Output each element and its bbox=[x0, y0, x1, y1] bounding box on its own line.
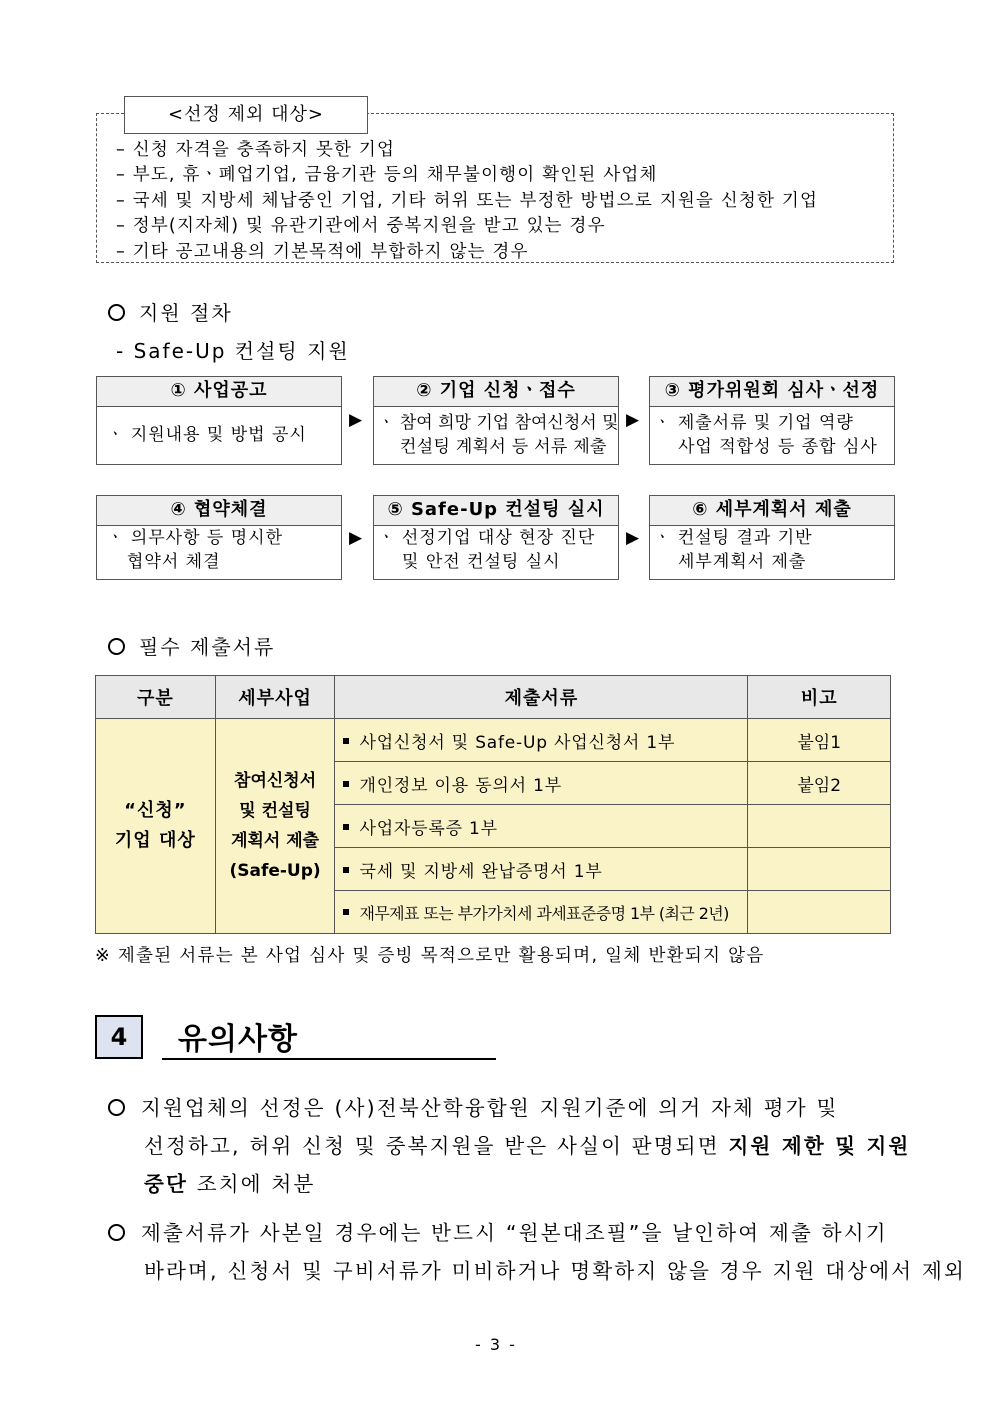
section-number: 4 bbox=[95, 1015, 143, 1059]
circle-bullet-icon bbox=[108, 1099, 125, 1116]
document-name: 사업신청서 및 Safe-Up 사업신청서 1부 bbox=[359, 732, 676, 753]
note-cell bbox=[748, 805, 891, 848]
step-text: ㆍ 참여 희망 기업 참여신청서 및 bbox=[378, 413, 619, 433]
document-cell bbox=[335, 891, 748, 934]
category-line: 기업 대상 bbox=[114, 830, 196, 851]
exclusion-item: – 신청 자격을 충족하지 못한 기업 bbox=[116, 140, 396, 160]
square-bullet-icon bbox=[343, 824, 349, 830]
note-cell: 붙임1 bbox=[748, 719, 891, 762]
step-text: ㆍ 컨설팅 결과 기반 bbox=[654, 528, 813, 548]
documents-footnote: ※ 제출된 서류는 본 사업 심사 및 증빙 목적으로만 활용되며, 일체 반환되지 않음 bbox=[95, 946, 765, 966]
arrow-right-icon: ▶ bbox=[626, 528, 640, 548]
exclusion-title: <선정 제외 대상> bbox=[124, 96, 368, 134]
step-title: ② 기업 신청ㆍ접수 bbox=[374, 377, 618, 407]
paragraph-line bbox=[108, 1165, 898, 1203]
paragraph-line: 지원업체의 선정은 (사)전북산학융합원 지원기준에 의거 자체 평가 및 bbox=[141, 1096, 839, 1120]
square-bullet-icon bbox=[343, 738, 349, 744]
paragraph-bold-text: 지원 제한 및 지원 bbox=[728, 1134, 911, 1158]
category-cell bbox=[96, 719, 216, 934]
step-text: 세부계획서 제출 bbox=[678, 552, 807, 572]
document-name: 재무제표 또는 부가가치세 과세표준증명 1부 (최근 2년) bbox=[359, 903, 729, 923]
square-bullet-icon bbox=[343, 867, 349, 873]
document-cell bbox=[335, 848, 748, 891]
step-text: 컨설팅 계획서 등 서류 제출 bbox=[400, 437, 607, 457]
paragraph-line bbox=[108, 1127, 911, 1165]
document-name: 개인정보 이용 동의서 1부 bbox=[359, 775, 562, 796]
paragraph-line: 바라며, 신청서 및 구비서류가 미비하거나 명확하지 않을 경우 지원 대상에서 제외 bbox=[144, 1259, 966, 1283]
step-title: ③ 평가위원회 심사ㆍ선정 bbox=[650, 377, 894, 407]
sub-business-line: 참여신청서 bbox=[234, 771, 317, 791]
step-text: ㆍ 제출서류 및 기업 역량 bbox=[654, 413, 854, 433]
table-header: 비고 bbox=[748, 676, 891, 719]
exclusion-item: – 기타 공고내용의 기본목적에 부합하지 않는 경우 bbox=[116, 242, 529, 262]
step-title: ⑤ Safe-Up 컨설팅 실시 bbox=[374, 496, 618, 526]
arrow-right-icon: ▶ bbox=[349, 528, 363, 548]
table-header: 제출서류 bbox=[335, 676, 748, 719]
exclusion-item: – 정부(지자체) 및 유관기관에서 중복지원을 받고 있는 경우 bbox=[116, 216, 606, 236]
document-name: 국세 및 지방세 완납증명서 1부 bbox=[359, 861, 603, 882]
paragraph-text: 선정하고, 허위 신청 및 중복지원을 받은 사실이 판명되면 bbox=[144, 1134, 729, 1158]
category-line: “신청” bbox=[124, 800, 187, 821]
step-text: 사업 적합성 등 종합 심사 bbox=[678, 437, 878, 457]
step-2 bbox=[373, 376, 619, 465]
procedure-subheading: - Safe-Up 컨설팅 지원 bbox=[116, 339, 350, 363]
step-text: 및 안전 컨설팅 실시 bbox=[402, 552, 561, 572]
step-1 bbox=[96, 376, 342, 465]
paragraph-text: 조치에 처분 bbox=[188, 1172, 316, 1196]
step-3 bbox=[649, 376, 895, 465]
step-title: ① 사업공고 bbox=[97, 377, 341, 407]
table-row bbox=[96, 719, 891, 762]
paragraph-line: 제출서류가 사본일 경우에는 반드시 “원본대조필”을 날인하여 제출 하시기 bbox=[141, 1221, 888, 1245]
documents-table bbox=[95, 675, 891, 934]
step-title: ⑥ 세부계획서 제출 bbox=[650, 496, 894, 526]
square-bullet-icon bbox=[343, 781, 349, 787]
documents-heading-text: 필수 제출서류 bbox=[139, 635, 276, 659]
step-text: ㆍ 지원내용 및 방법 공시 bbox=[107, 425, 307, 445]
step-text: 협약서 체결 bbox=[127, 552, 221, 572]
exclusion-item: – 국세 및 지방세 체납중인 기업, 기타 허위 또는 부정한 방법으로 지원을 신청한 기업 bbox=[116, 191, 819, 211]
sub-business-line: (Safe-Up) bbox=[229, 861, 321, 881]
arrow-right-icon: ▶ bbox=[349, 410, 363, 430]
step-text: ㆍ 의무사항 등 명시한 bbox=[107, 528, 284, 548]
note-cell bbox=[748, 891, 891, 934]
step-4 bbox=[96, 495, 342, 580]
notice-paragraph-1 bbox=[108, 1089, 911, 1203]
documents-heading bbox=[108, 631, 275, 660]
step-text: ㆍ 선정기업 대상 현장 진단 bbox=[378, 528, 596, 548]
square-bullet-icon bbox=[343, 909, 349, 915]
circle-bullet-icon bbox=[108, 638, 125, 655]
document-cell bbox=[335, 719, 748, 762]
note-cell bbox=[748, 848, 891, 891]
document-cell bbox=[335, 805, 748, 848]
exclusion-item: – 부도, 휴ㆍ폐업기업, 금융기관 등의 채무불이행이 확인된 사업체 bbox=[116, 165, 658, 185]
table-header: 구분 bbox=[96, 676, 216, 719]
step-6 bbox=[649, 495, 895, 580]
paragraph-bold-text: 중단 bbox=[144, 1172, 189, 1196]
arrow-right-icon: ▶ bbox=[626, 410, 640, 430]
sub-business-cell bbox=[215, 719, 335, 934]
section-title: 유의사항 bbox=[178, 1022, 298, 1057]
circle-bullet-icon bbox=[108, 1224, 125, 1241]
note-cell: 붙임2 bbox=[748, 762, 891, 805]
sub-business-line: 계획서 제출 bbox=[231, 831, 320, 851]
step-title: ④ 협약체결 bbox=[97, 496, 341, 526]
procedure-heading bbox=[108, 297, 233, 326]
document-name: 사업자등록증 1부 bbox=[359, 818, 498, 839]
table-header: 세부사업 bbox=[215, 676, 335, 719]
step-5 bbox=[373, 495, 619, 580]
circle-bullet-icon bbox=[108, 304, 125, 321]
notice-paragraph-2 bbox=[108, 1214, 966, 1290]
table-header-row bbox=[96, 676, 891, 719]
page-number: - 3 - bbox=[475, 1335, 517, 1354]
sub-business-line: 및 컨설팅 bbox=[239, 801, 311, 821]
procedure-heading-text: 지원 절차 bbox=[139, 301, 233, 325]
document-cell bbox=[335, 762, 748, 805]
section-underline bbox=[162, 1058, 496, 1060]
